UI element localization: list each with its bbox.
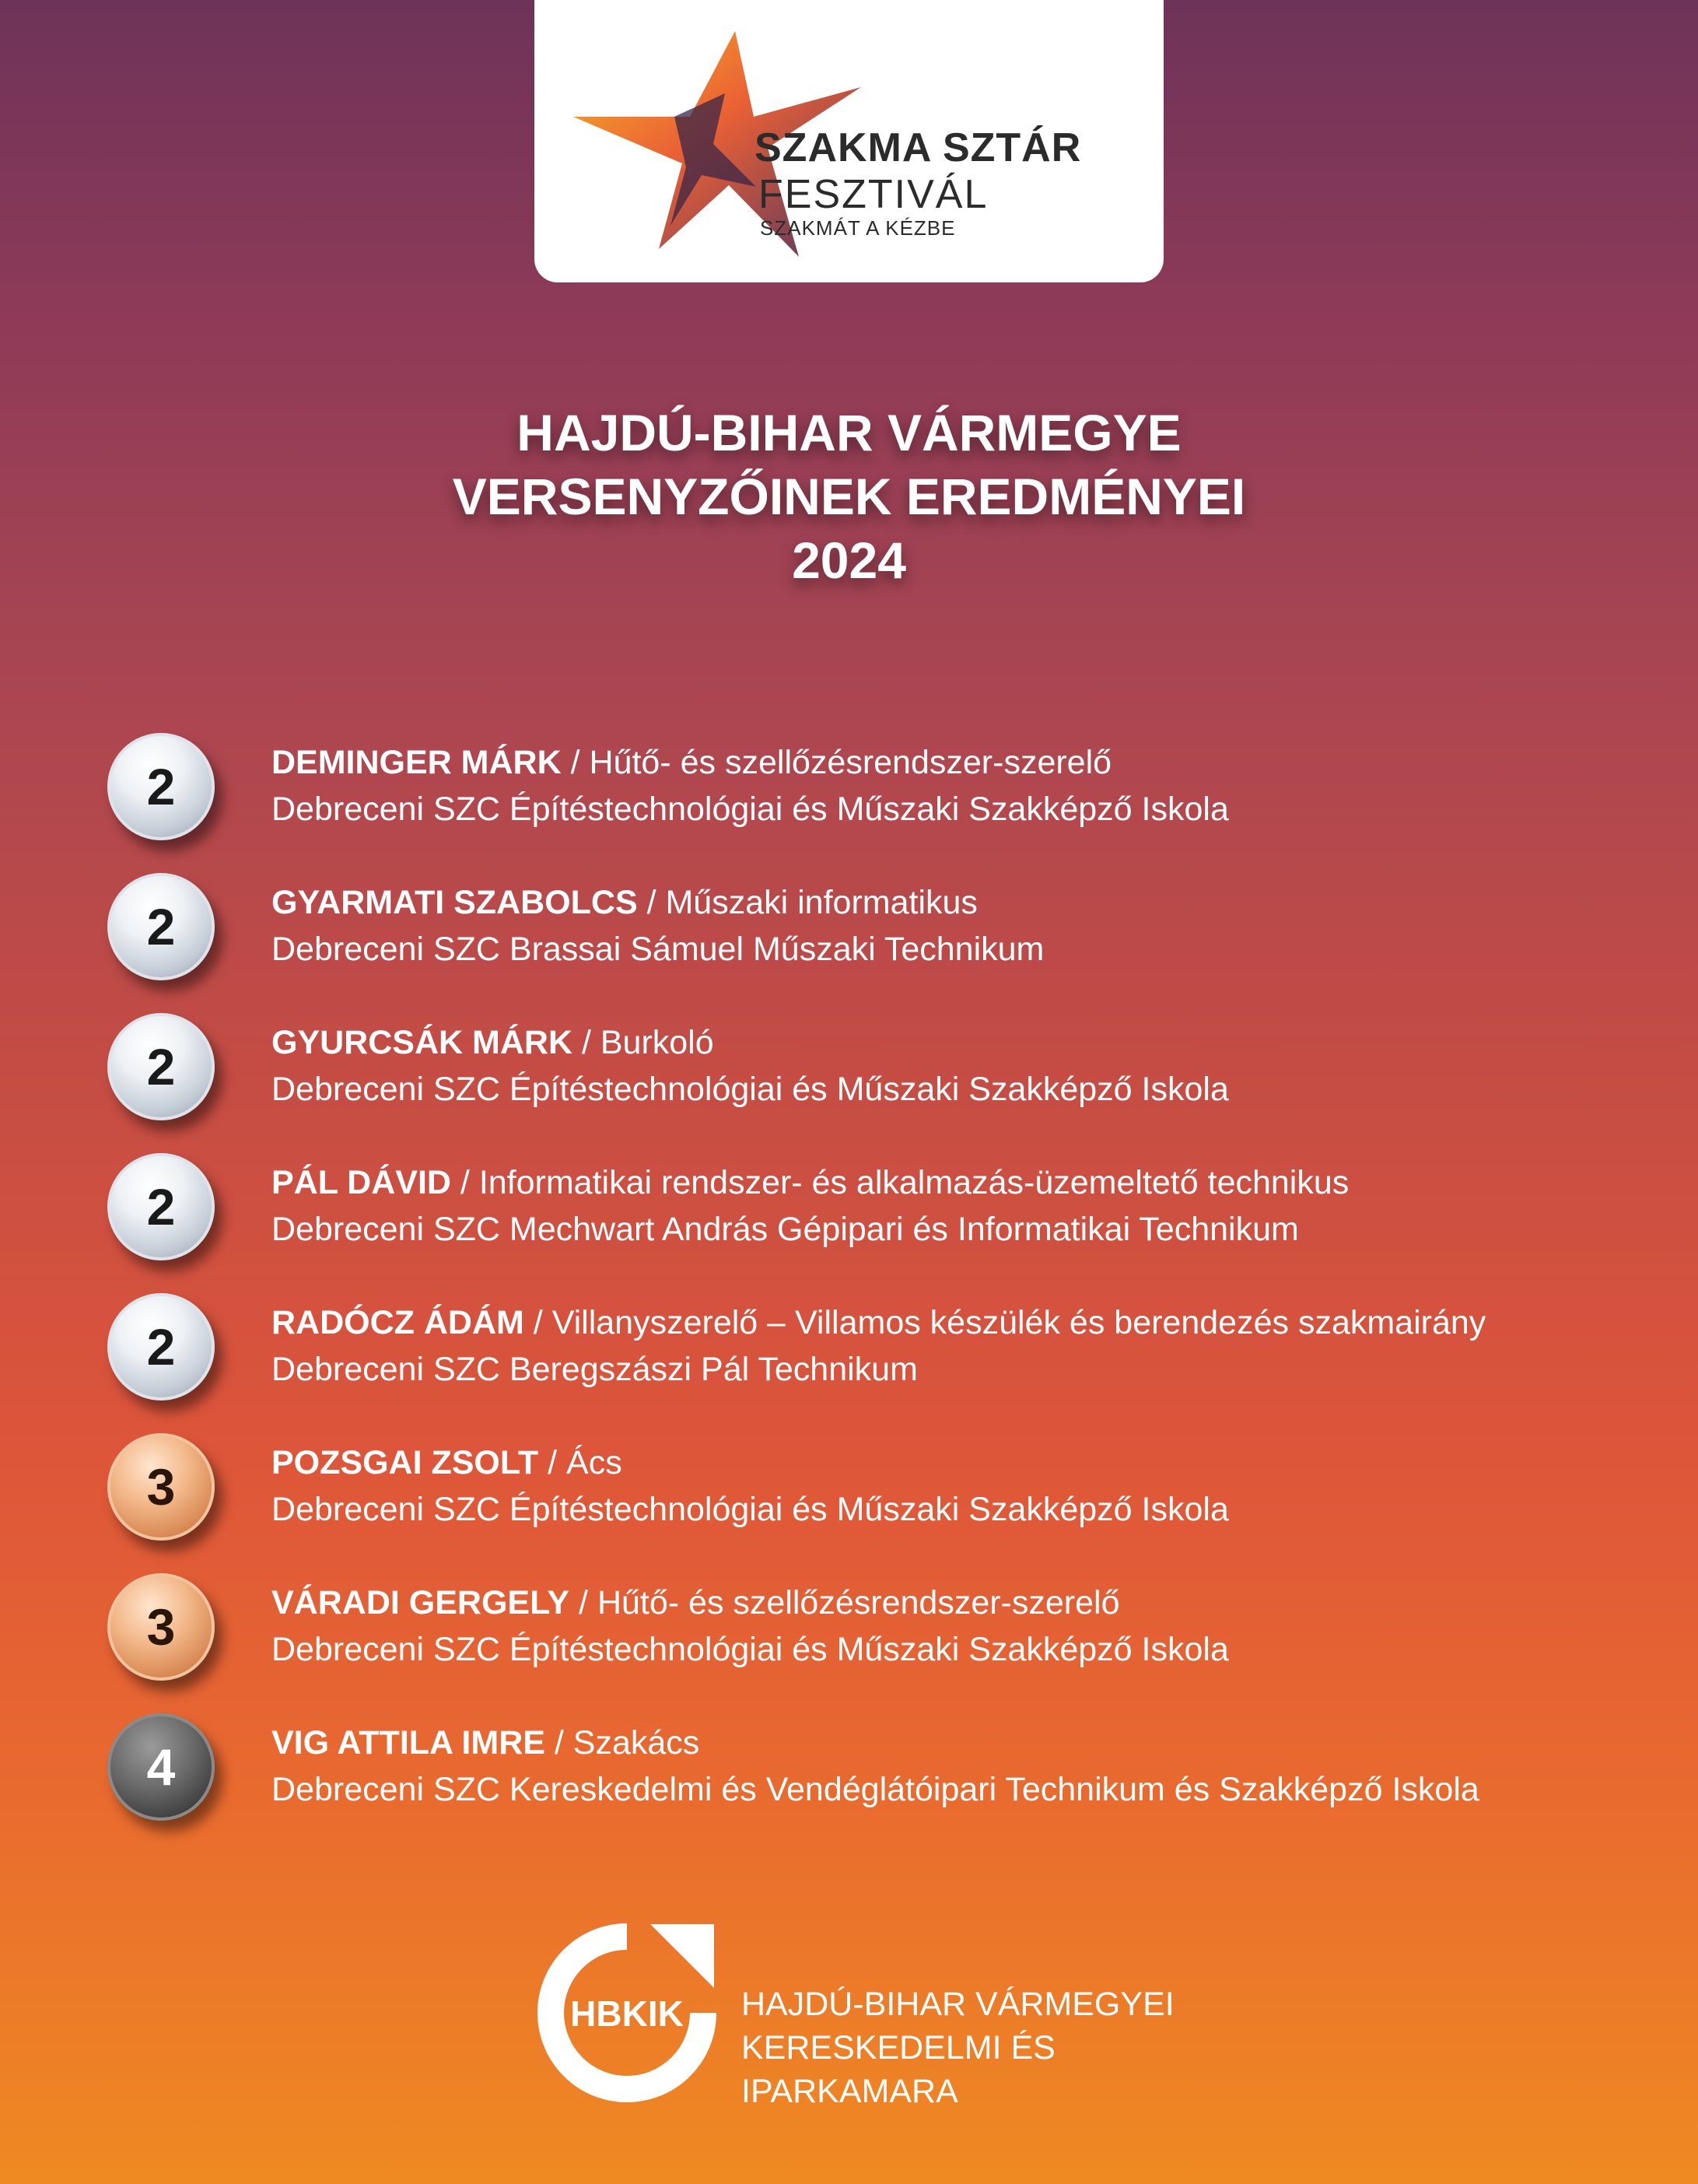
hbkik-ring-icon xyxy=(534,1919,720,2106)
list-item xyxy=(0,733,1698,873)
profession: Burkoló xyxy=(600,1024,714,1061)
medal-badge: 2 xyxy=(107,733,215,840)
profession: Hűtő- és szellőzésrendszer-szerelő xyxy=(597,1584,1120,1621)
separator: / xyxy=(572,1024,600,1061)
school-name: Debreceni SZC Építéstechnológiai és Műszaki Szakképző Iskola xyxy=(271,1071,1229,1108)
separator: / xyxy=(544,1724,573,1762)
chamber-name xyxy=(741,1982,1175,2113)
list-item xyxy=(0,1153,1698,1293)
separator: / xyxy=(569,1584,597,1621)
competitor-name: GYARMATI SZABOLCS xyxy=(271,884,638,921)
medal-badge: 2 xyxy=(107,1153,215,1260)
title-line-2: VERSENYZŐINEK EREDMÉNYEI xyxy=(452,468,1246,525)
chamber-line-3: IPARKAMARA xyxy=(741,2073,958,2110)
title-line-3: 2024 xyxy=(792,531,906,589)
list-item xyxy=(0,1013,1698,1153)
title-line-1: HAJDÚ-BIHAR VÁRMEGYE xyxy=(516,404,1182,461)
school-name: Debreceni SZC Építéstechnológiai és Műszaki Szakképző Iskola xyxy=(271,1491,1229,1528)
medal-badge: 2 xyxy=(107,873,215,980)
medal-badge: 3 xyxy=(107,1573,215,1681)
hbkik-badge-text: HBKIK xyxy=(570,1993,684,2034)
competitor-name: PÁL DÁVID xyxy=(271,1164,451,1201)
list-item xyxy=(0,1293,1698,1433)
profession: Villanyszerelő – Villamos készülék és berendezés szakmairány xyxy=(551,1304,1486,1341)
logo-subtitle: FESZTIVÁL xyxy=(758,172,989,217)
separator: / xyxy=(538,1444,567,1481)
medal-badge: 4 xyxy=(107,1713,215,1821)
school-name: Debreceni SZC Beregszászi Pál Technikum xyxy=(271,1351,918,1388)
list-item xyxy=(0,1573,1698,1713)
school-name: Debreceni SZC Építéstechnológiai és Műszaki Szakképző Iskola xyxy=(271,791,1229,828)
separator: / xyxy=(523,1304,552,1341)
school-name: Debreceni SZC Brassai Sámuel Műszaki Technikum xyxy=(271,931,1045,968)
profession: Ács xyxy=(566,1444,622,1481)
logo-title: SZAKMA SZTÁR xyxy=(754,125,1082,170)
list-item xyxy=(0,1713,1698,1853)
separator: / xyxy=(450,1164,479,1201)
logo-tagline: SZAKMÁT A KÉZBE xyxy=(760,216,956,240)
school-name: Debreceni SZC Kereskedelmi és Vendéglátóipari Technikum és Szakképző Iskola xyxy=(271,1771,1479,1808)
list-item xyxy=(0,1433,1698,1573)
profession: Informatikai rendszer- és alkalmazás-üzemeltető technikus xyxy=(478,1164,1350,1201)
school-name: Debreceni SZC Mechwart András Gépipari és Informatikai Technikum xyxy=(271,1211,1299,1248)
separator: / xyxy=(561,744,590,781)
list-item xyxy=(0,873,1698,1013)
medal-badge: 3 xyxy=(107,1433,215,1541)
chamber-line-1: HAJDÚ-BIHAR VÁRMEGYEI xyxy=(741,1986,1175,2023)
profession: Szakács xyxy=(572,1724,700,1762)
competitor-name: POZSGAI ZSOLT xyxy=(271,1444,539,1481)
competitor-name: VÁRADI GERGELY xyxy=(271,1584,570,1621)
medal-badge: 2 xyxy=(107,1293,215,1400)
profession: Hűtő- és szellőzésrendszer-szerelő xyxy=(589,744,1112,781)
competitor-name: VIG ATTILA IMRE xyxy=(271,1724,545,1762)
school-name: Debreceni SZC Építéstechnológiai és Műszaki Szakképző Iskola xyxy=(271,1631,1229,1668)
competitor-name: RADÓCZ ÁDÁM xyxy=(271,1304,524,1341)
separator: / xyxy=(637,884,666,921)
competitor-name: GYURCSÁK MÁRK xyxy=(271,1024,572,1061)
chamber-line-2: KERESKEDELMI ÉS xyxy=(741,2029,1056,2067)
hbkik-logo xyxy=(534,1919,720,2110)
profession: Műszaki informatikus xyxy=(665,884,978,921)
medal-badge: 2 xyxy=(107,1013,215,1120)
competitor-name: DEMINGER MÁRK xyxy=(271,744,562,781)
